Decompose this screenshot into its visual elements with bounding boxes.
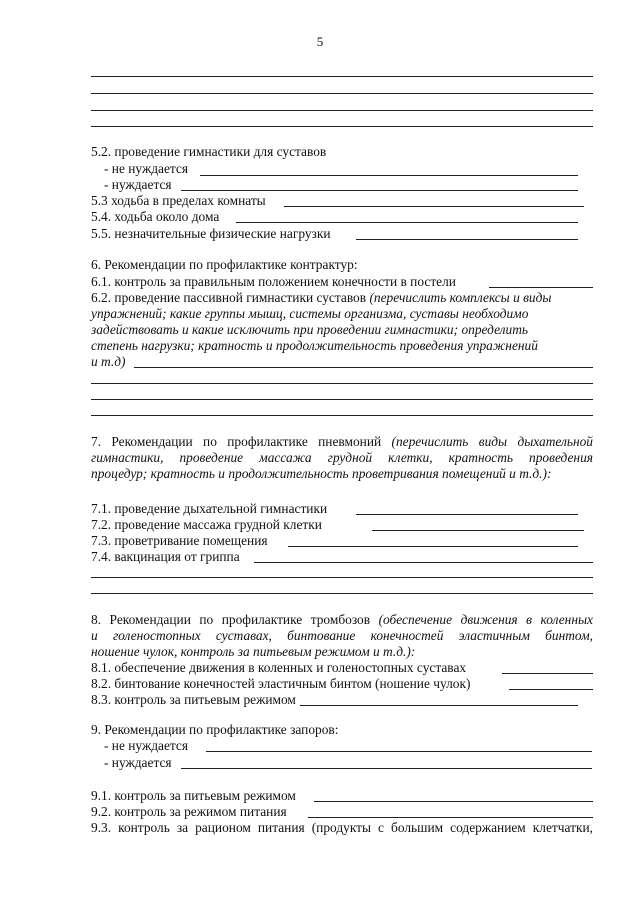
- item-6-2-label: 6.2. проведение пассивной гимнастики суставов: [91, 290, 367, 305]
- fill-line[interactable]: [134, 367, 593, 368]
- item-7-2: 7.2. проведение массажа грудной клетки: [91, 517, 322, 532]
- fill-line[interactable]: [254, 562, 593, 563]
- section-7-note: процедур; кратность и продолжительность проветривания помещений и т.д.):: [91, 466, 552, 481]
- item-5-3: 5.3 ходьба в пределах комнаты: [91, 193, 266, 208]
- fill-line[interactable]: [308, 817, 593, 818]
- item-6-2-note: задействовать и какие исключить при проведении гимнастики; определить: [91, 322, 528, 337]
- item-9-1: 9.1. контроль за питьевым режимом: [91, 788, 296, 803]
- item-7-3: 7.3. проветривание помещения: [91, 533, 268, 548]
- section-6-heading: 6. Рекомендации по профилактике контрактур:: [91, 257, 358, 272]
- fill-line[interactable]: [356, 514, 578, 515]
- option-not-needed: - не нуждается: [104, 161, 189, 176]
- blank-line[interactable]: [91, 399, 593, 400]
- section-8-heading: [91, 612, 593, 628]
- fill-line[interactable]: [206, 751, 592, 752]
- section-7-note: (перечислить виды дыхательной: [391, 434, 594, 449]
- section-8-note: (обеспечение движения в коленных: [378, 612, 593, 627]
- blank-line[interactable]: [91, 76, 593, 77]
- fill-line[interactable]: [502, 673, 593, 674]
- section-8-note: и голеностопных суставах, бинтование конечностей эластичным бинтом,: [91, 628, 593, 643]
- section-7-title: 7. Рекомендации по профилактике пневмоний: [91, 434, 382, 449]
- item-5-2: 5.2. проведение гимнастики для суставов: [91, 144, 327, 159]
- item-7-4: 7.4. вакцинация от гриппа: [91, 549, 240, 564]
- item-8-2: 8.2. бинтование конечностей эластичным бинтом (ношение чулок): [91, 676, 471, 691]
- item-8-3: 8.3. контроль за питьевым режимом: [91, 692, 296, 707]
- item-6-2-note: степень нагрузки; кратность и продолжительность проведения упражнений: [91, 338, 538, 353]
- section-8-note: ношение чулок, контроль за питьевым режимом и т.д.):: [91, 644, 416, 659]
- item-8-1: 8.1. обеспечение движения в коленных и голеностопных суставах: [91, 660, 467, 675]
- item-6-2-note: (перечислить комплексы и виды: [369, 290, 552, 305]
- fill-line[interactable]: [356, 239, 578, 240]
- item-6-2: [91, 290, 551, 306]
- section-9-heading: 9. Рекомендации по профилактике запоров:: [91, 722, 339, 737]
- fill-line[interactable]: [200, 175, 578, 176]
- fill-line[interactable]: [284, 206, 584, 207]
- item-9-2: 9.2. контроль за режимом питания: [91, 804, 287, 819]
- item-6-1: 6.1. контроль за правильным положением конечности в постели: [91, 274, 456, 289]
- item-9-3: 9.3. контроль за рационом питания (продукты с большим содержанием клетчатки,: [91, 820, 593, 835]
- fill-line[interactable]: [372, 530, 584, 531]
- fill-line[interactable]: [489, 287, 593, 288]
- fill-line[interactable]: [314, 801, 593, 802]
- blank-line[interactable]: [91, 126, 593, 127]
- item-5-5: 5.5. незначительные физические нагрузки: [91, 226, 331, 241]
- blank-line[interactable]: [91, 577, 593, 578]
- item-5-4: 5.4. ходьба около дома: [91, 209, 220, 224]
- page-number: 5: [316, 34, 324, 49]
- blank-line[interactable]: [91, 593, 593, 594]
- section-8-title: 8. Рекомендации по профилактике тромбозов: [91, 612, 371, 627]
- item-6-2-note: и т.д): [91, 354, 126, 369]
- section-7-heading: [91, 434, 593, 450]
- blank-line[interactable]: [91, 383, 593, 384]
- section-7-note: гимнастики, проведение массажа грудной клетки, кратность проведения: [91, 450, 593, 465]
- item-6-2-note: упражнений; какие группы мышц, системы организма, суставы необходимо: [91, 306, 529, 321]
- fill-line[interactable]: [181, 190, 578, 191]
- blank-line[interactable]: [91, 110, 593, 111]
- fill-line[interactable]: [236, 222, 578, 223]
- option-needed: - нуждается: [104, 755, 172, 770]
- fill-line[interactable]: [288, 546, 578, 547]
- blank-line[interactable]: [91, 93, 593, 94]
- fill-line[interactable]: [509, 689, 593, 690]
- fill-line[interactable]: [300, 705, 578, 706]
- item-7-1: 7.1. проведение дыхательной гимнастики: [91, 501, 328, 516]
- option-not-needed: - не нуждается: [104, 738, 189, 753]
- blank-line[interactable]: [91, 415, 593, 416]
- option-needed: - нуждается: [104, 177, 172, 192]
- fill-line[interactable]: [181, 768, 592, 769]
